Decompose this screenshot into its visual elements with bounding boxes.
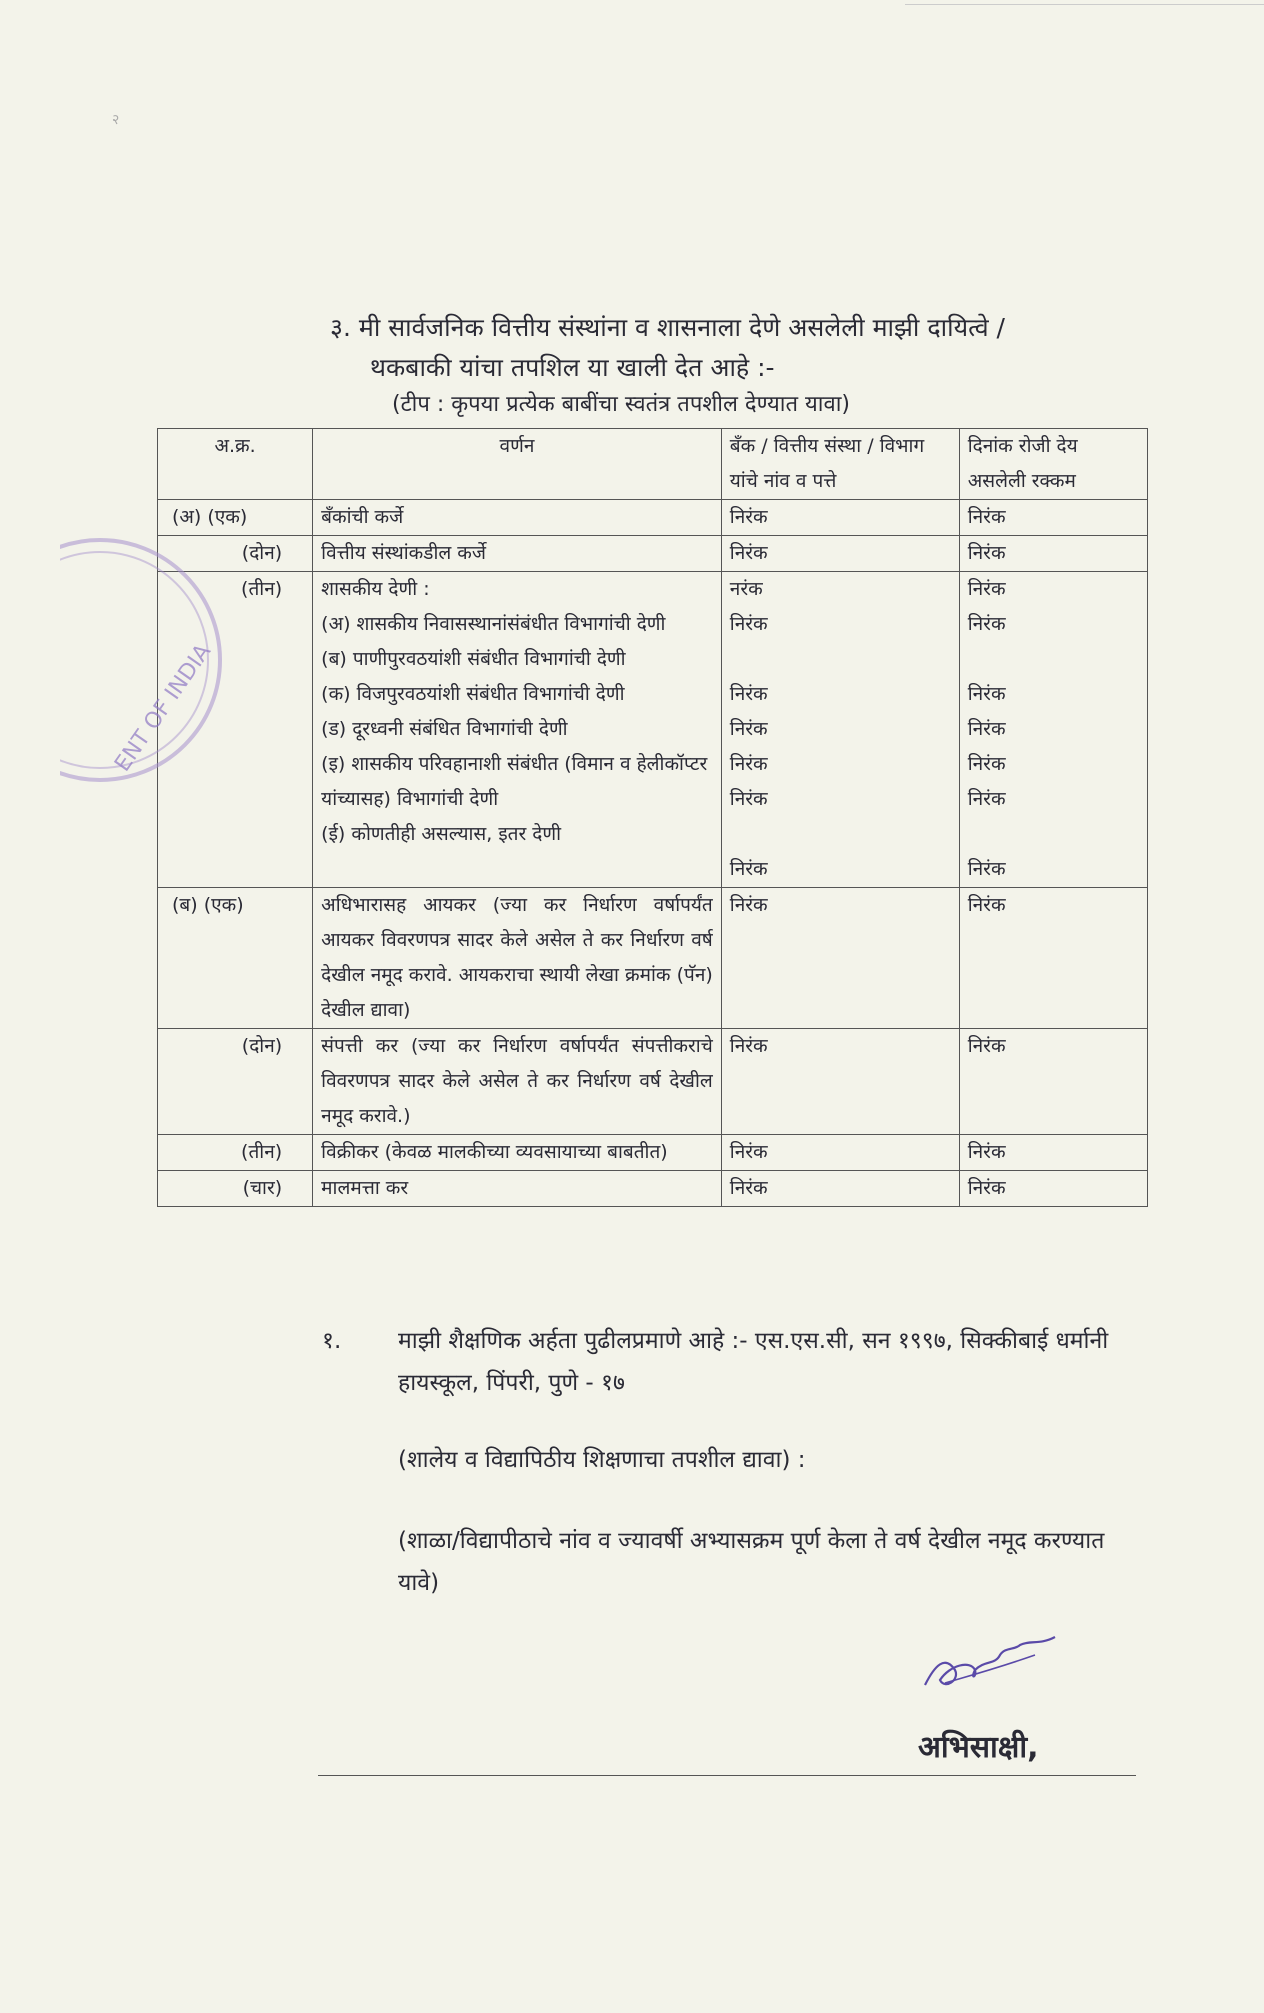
govt-dues-amount: निरंक bbox=[967, 718, 1006, 740]
row-amount: निरंक bbox=[959, 1135, 1147, 1171]
row-description: संपत्ती कर (ज्या कर निर्धारण वर्षापर्यंत संपत्तीकराचे विवरणपत्र सादर केले असेल ते कर निर्धारण वर्ष देखील नमूद करावे.) bbox=[313, 1029, 722, 1135]
row-number: (तीन) bbox=[158, 572, 313, 888]
row-institution: निरंक bbox=[721, 1135, 959, 1171]
govt-dues-item: (क) विजपुरवठयांशी संबंधीत विभागांची देणी bbox=[321, 683, 625, 705]
govt-dues-inst: निरंक bbox=[729, 613, 768, 635]
row-institution: निरंक bbox=[721, 888, 959, 1029]
official-seal-stamp bbox=[60, 520, 230, 800]
govt-dues-item: (ड) दूरध्वनी संबंधित विभागांची देणी bbox=[321, 718, 568, 740]
row-description bbox=[313, 572, 722, 888]
header-description: वर्णन bbox=[313, 429, 722, 500]
header-institution: बँक / वित्तीय संस्था / विभाग यांचे नांव व पत्ते bbox=[721, 429, 959, 500]
row-amount: निरंक bbox=[959, 1171, 1147, 1207]
row-number: (दोन) bbox=[158, 536, 313, 572]
signature-line bbox=[318, 1775, 1136, 1776]
row-number: (चार) bbox=[158, 1171, 313, 1207]
govt-dues-inst: निरंक bbox=[729, 683, 768, 705]
govt-dues-amount: निरंक bbox=[967, 788, 1006, 810]
table-row bbox=[158, 1029, 1148, 1135]
row-institution: निरंक bbox=[721, 1171, 959, 1207]
govt-dues-inst: निरंक bbox=[729, 753, 768, 775]
govt-dues-title-inst: नरंक bbox=[729, 578, 763, 600]
govt-dues-inst: निरंक bbox=[729, 858, 768, 880]
handwritten-signature bbox=[915, 1625, 1065, 1705]
education-index: १. bbox=[322, 1328, 342, 1354]
row-description: मालमत्ता कर bbox=[313, 1171, 722, 1207]
table-row bbox=[158, 888, 1148, 1029]
section-heading bbox=[330, 308, 1160, 388]
govt-dues-item: (ब) पाणीपुरवठयांशी संबंधीत विभागांची देणी bbox=[321, 648, 626, 670]
table-row bbox=[158, 500, 1148, 536]
govt-dues-title-amount: निरंक bbox=[967, 578, 1006, 600]
row-institution bbox=[721, 572, 959, 888]
row-number: (तीन) bbox=[158, 1135, 313, 1171]
govt-dues-inst: निरंक bbox=[729, 788, 768, 810]
row-description: विक्रीकर (केवळ मालकीच्या व्यवसायाच्या बाबतीत) bbox=[313, 1135, 722, 1171]
row-amount: निरंक bbox=[959, 888, 1147, 1029]
row-institution: निरंक bbox=[721, 500, 959, 536]
row-number: (ब) (एक) bbox=[158, 888, 313, 1029]
row-amount: निरंक bbox=[959, 500, 1147, 536]
top-edge-line bbox=[905, 4, 1264, 5]
govt-dues-inst: निरंक bbox=[729, 718, 768, 740]
row-institution: निरंक bbox=[721, 536, 959, 572]
govt-dues-item: (अ) शासकीय निवासस्थानांसंबंधीत विभागांची देणी bbox=[321, 613, 666, 635]
govt-dues-amount: निरंक bbox=[967, 753, 1006, 775]
table-row bbox=[158, 536, 1148, 572]
govt-dues-item: (ई) कोणतीही असल्यास, इतर देणी bbox=[321, 823, 562, 845]
table-row bbox=[158, 1171, 1148, 1207]
header-amount: दिनांक रोजी देय असलेली रक्कम bbox=[959, 429, 1147, 500]
govt-dues-amount: निरंक bbox=[967, 683, 1006, 705]
education-text: माझी शैक्षणिक अर्हता पुढीलप्रमाणे आहे :- एस.एस.सी, सन १९९७, सिक्कीबाई धर्मानी हायस्कूल, पिंपरी, पुणे - १७ bbox=[398, 1328, 1109, 1396]
govt-dues-item: (इ) शासकीय परिवहानाशी संबंधीत (विमान व हेलीकॉप्टर यांच्यासह) विभागांची देणी bbox=[321, 753, 708, 810]
row-description: अधिभारासह आयकर (ज्या कर निर्धारण वर्षापर्यंत आयकर विवरणपत्र सादर केले असेल ते कर निर्धारण वर्ष देखील नमूद करावे. आयकराचा स्थायी लेखा क्रमांक (पॅन) देखील द्यावा) bbox=[313, 888, 722, 1029]
row-institution: निरंक bbox=[721, 1029, 959, 1135]
govt-dues-amount: निरंक bbox=[967, 858, 1006, 880]
govt-dues-title: शासकीय देणी : bbox=[321, 578, 430, 600]
row-number: (दोन) bbox=[158, 1029, 313, 1135]
header-serial: अ.क्र. bbox=[158, 429, 313, 500]
row-description: बँकांची कर्जे bbox=[313, 500, 722, 536]
row-description: वित्तीय संस्थांकडील कर्जे bbox=[313, 536, 722, 572]
row-amount bbox=[959, 572, 1147, 888]
table-row bbox=[158, 572, 1148, 888]
heading-line-1: ३. मी सार्वजनिक वित्तीय संस्थांना व शासनाला देणे असलेली माझी दायित्वे / bbox=[330, 313, 1005, 342]
heading-line-2: थकबाकी यांचा तपशिल या खाली देत आहे :- bbox=[370, 353, 775, 382]
seal-text: ENT OF INDIA bbox=[110, 639, 217, 777]
table-row bbox=[158, 1135, 1148, 1171]
row-amount: निरंक bbox=[959, 1029, 1147, 1135]
row-amount: निरंक bbox=[959, 536, 1147, 572]
education-note-2: (शाळा/विद्यापीठाचे नांव व ज्यावर्षी अभ्यासक्रम पूर्ण केला ते वर्ष देखील नमूद करण्यात यावे) bbox=[398, 1528, 1105, 1596]
attester-label: अभिसाक्षी, bbox=[918, 1730, 1039, 1765]
table-header-row bbox=[158, 429, 1148, 500]
row-number: (अ) (एक) bbox=[158, 500, 313, 536]
education-note-1: (शालेय व विद्यापिठीय शिक्षणाचा तपशील द्यावा) : bbox=[398, 1447, 806, 1473]
liabilities-table bbox=[157, 428, 1148, 1207]
instruction-note: (टीप : कृपया प्रत्येक बाबींचा स्वतंत्र तपशील देण्यात यावा) bbox=[392, 392, 851, 417]
margin-mark: २ bbox=[112, 112, 120, 128]
govt-dues-amount: निरंक bbox=[967, 613, 1006, 635]
